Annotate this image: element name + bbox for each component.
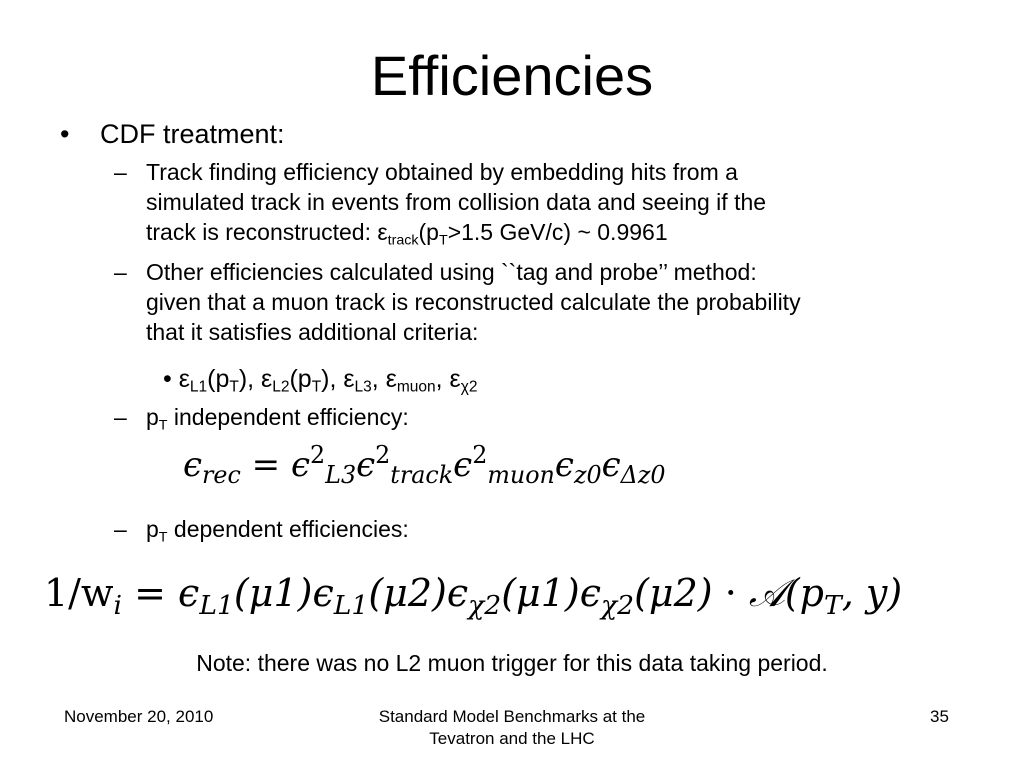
equation-efficiency-rec: $\epsilon_{rec} = \epsilon^2_{L3}\epsilon^2_{track}\epsilon^2_{muon}\epsilon_{z0}\epsilon_{\Delta z0}$ [183,440,666,490]
equation-weight: $1/w_i = \epsilon_{L1}(\mu 1)\epsilon_{L1}(\mu 2)\epsilon_{\chi 2}(\mu 1)\epsilon_{\chi 2}(\mu 2)$ · $𝒜(p_T$, y) [44,571,903,621]
dash-icon: – [114,159,127,185]
main-bullet [60,117,285,151]
list-item-text: $p_T$ independent efficiency: [146,404,409,434]
bullet-icon: • [60,119,70,149]
list-item-text [146,157,966,247]
footer-date: November 20, 2010 [64,707,214,726]
dash-icon: – [114,404,127,430]
note-text: Note: there was no L2 muon trigger for this data taking period. [196,650,828,676]
list-item-text [146,257,966,347]
slide-title: Efficiencies [370,44,654,107]
dash-icon: – [114,259,127,285]
bullet-icon: • [163,365,172,393]
text-line: Other efficiencies calculated using ``tag and probe’’ method: [146,259,757,285]
list-item-text: $p_T$ dependent efficiencies: [146,516,409,546]
footer-title: Standard Model Benchmarks at the Tevatron and the LHC [378,707,646,748]
dash-icon: – [114,516,127,542]
text-line: Track finding efficiency obtained by embedding hits from a [146,159,738,185]
sub-bullet-efficiencies: • $\varepsilon_{L1}(p_T)$, $\varepsilon_{L2}(p_T)$, $\varepsilon_{L3}$, $\varepsilon_{muon}$, $\varepsilon_{\chi 2}$ [163,365,478,396]
text-line: given that a muon track is reconstructed calculate the probability [146,289,801,315]
footer-page-number: 35 [930,707,949,726]
text-line: track is reconstructed: $\varepsilon_{track}(p_T>1.5$ GeV/c) ~ 0.9961 [146,219,668,249]
main-bullet-text: CDF treatment: [100,119,285,149]
text-line: simulated track in events from collision data and seeing if the [146,189,767,215]
text-line: that it satisfies additional criteria: [146,319,479,345]
